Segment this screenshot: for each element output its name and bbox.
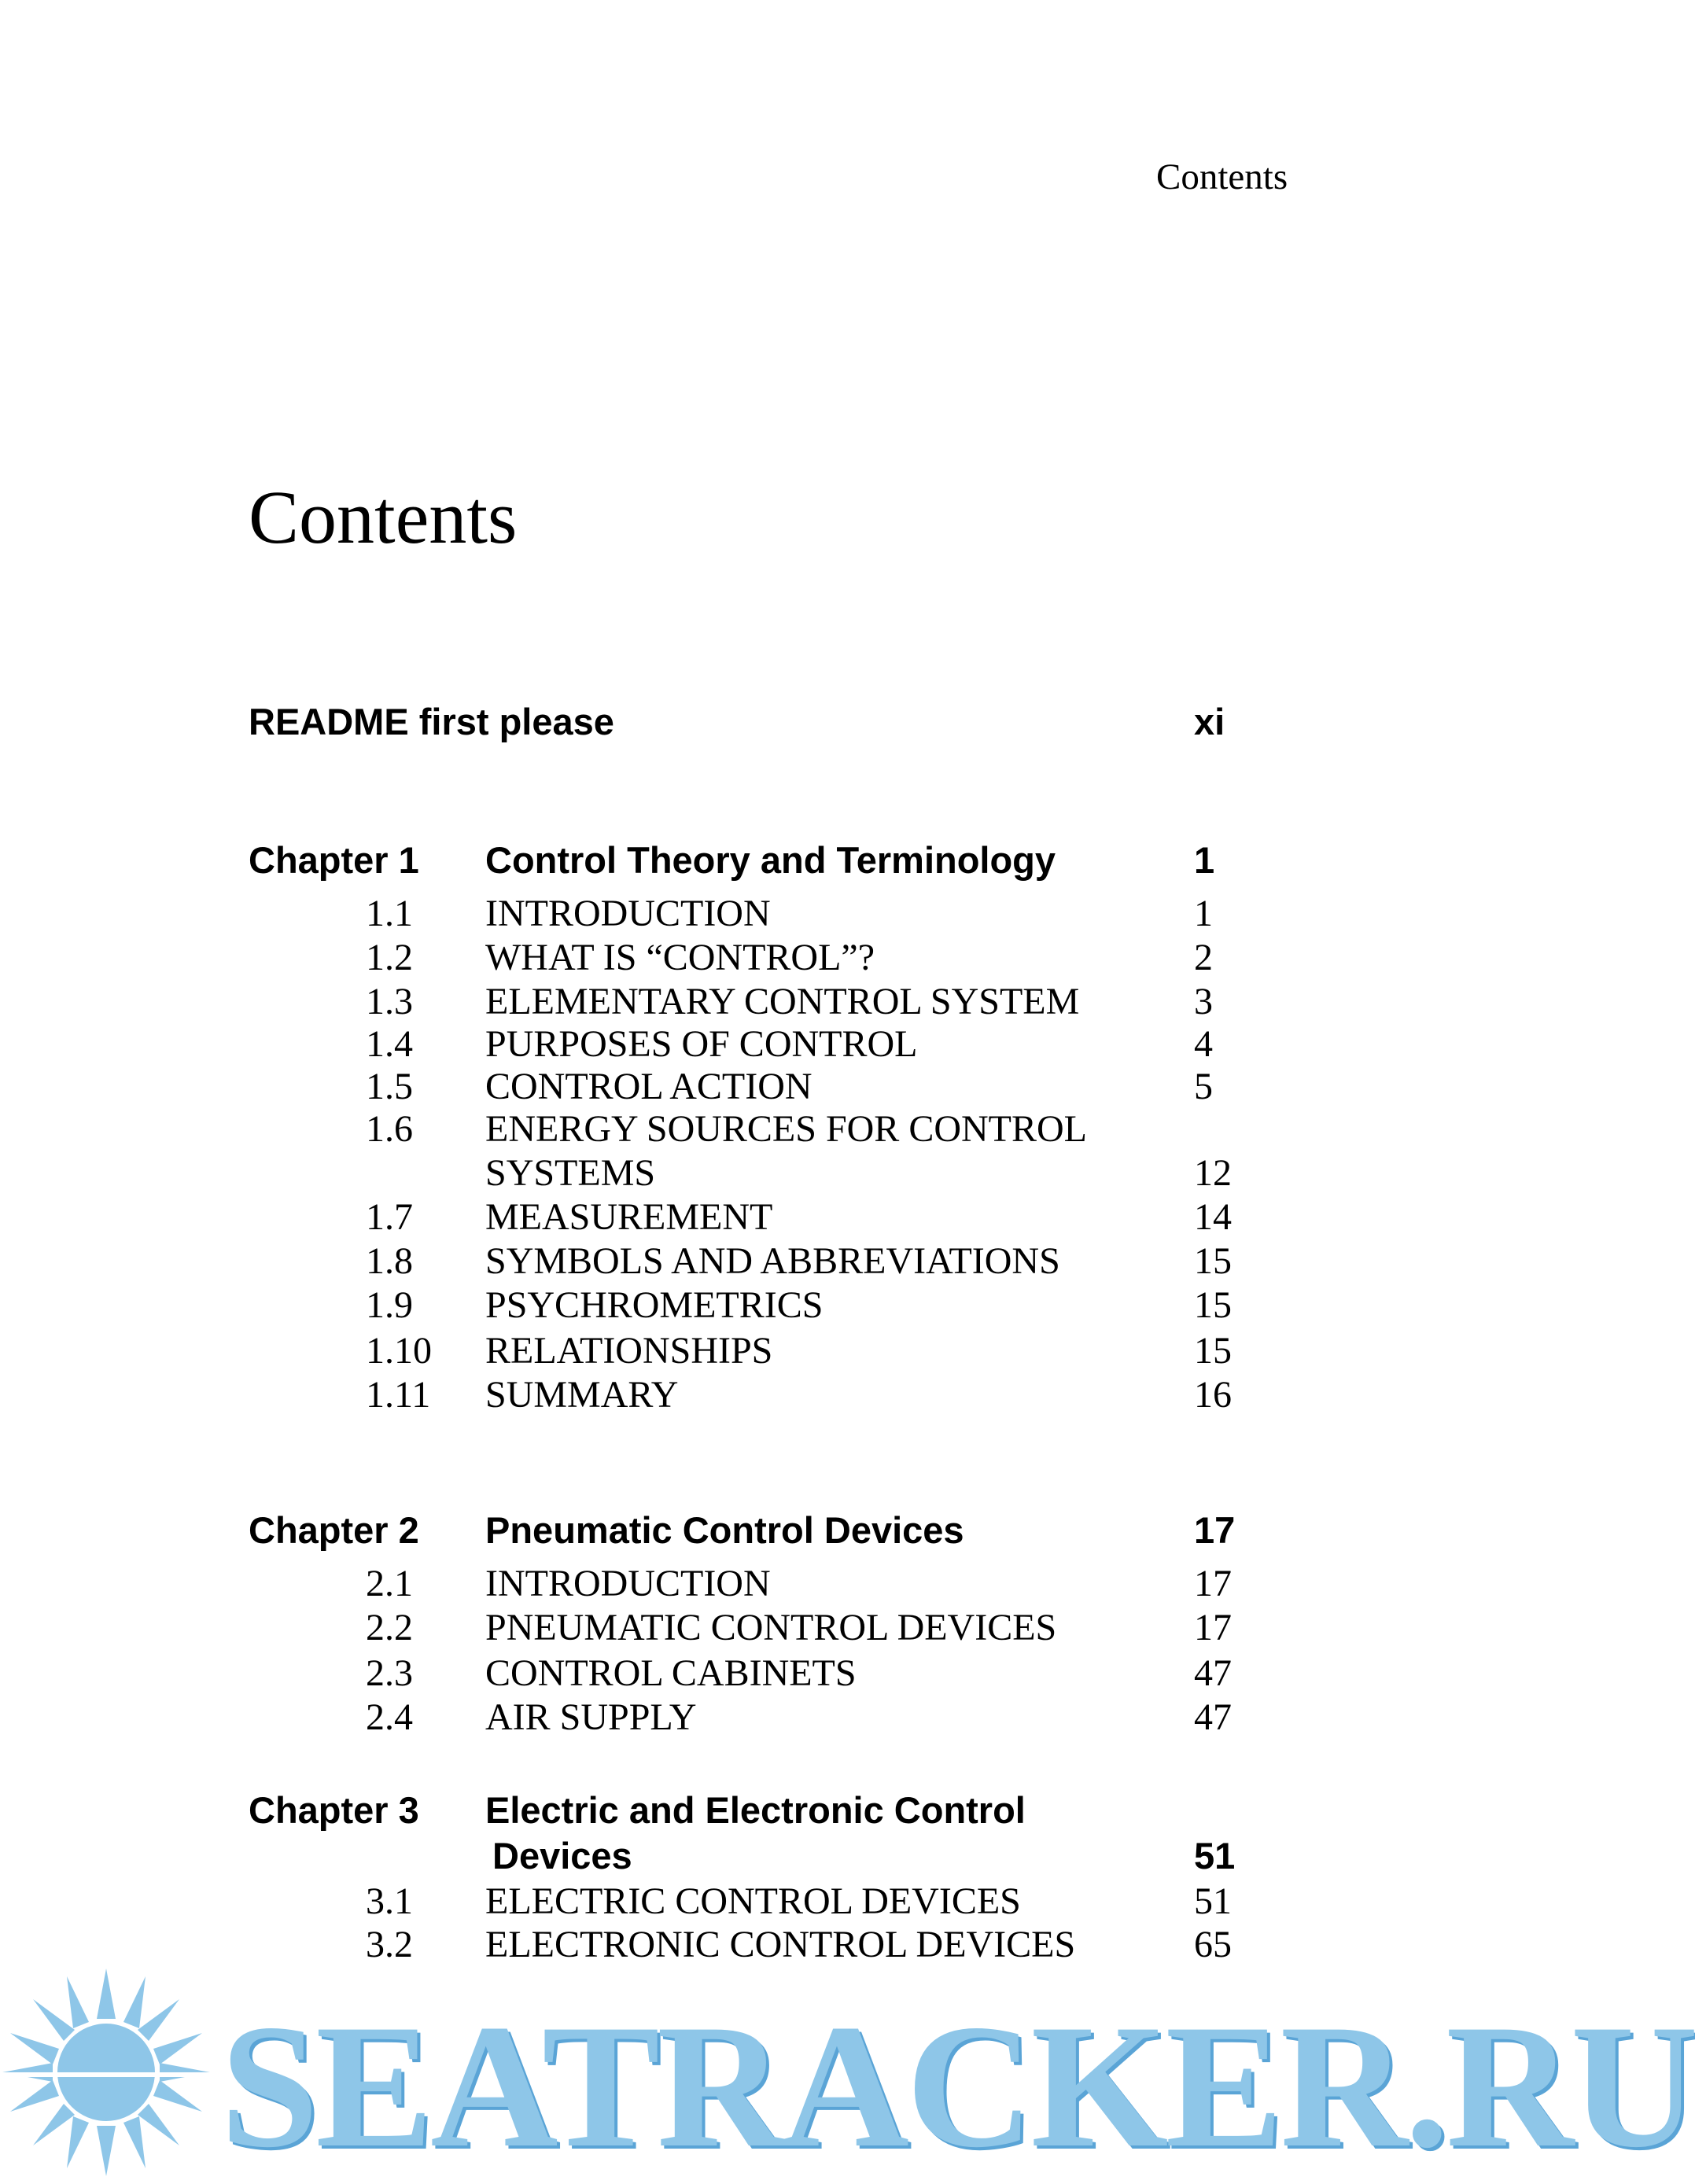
section-page: 17	[1194, 1563, 1232, 1604]
section-title: PNEUMATIC CONTROL DEVICES	[485, 1607, 1057, 1648]
chapter-label: Chapter 2	[249, 1509, 419, 1551]
section-title: MEASUREMENT	[485, 1196, 773, 1238]
chapter-page: 1	[1194, 839, 1215, 881]
section-title: WHAT IS “CONTROL”?	[485, 937, 875, 978]
section-number: 1.9	[366, 1284, 413, 1326]
section-title: PSYCHROMETRICS	[485, 1284, 824, 1326]
section-title-continuation: SYSTEMS	[485, 1152, 656, 1194]
toc-section-row[interactable]	[0, 1329, 1446, 1376]
toc-readme-row[interactable]	[0, 700, 1446, 747]
section-title: ELEMENTARY CONTROL SYSTEM	[485, 981, 1080, 1022]
toc-chapter-3-row-continuation[interactable]	[0, 1834, 1446, 1881]
section-number: 2.3	[366, 1652, 413, 1694]
section-page: 15	[1194, 1240, 1232, 1282]
toc-section-row[interactable]	[0, 1107, 1446, 1155]
toc-readme-label: README first please	[249, 701, 614, 742]
section-number: 1.11	[366, 1374, 431, 1416]
section-title: CONTROL ACTION	[485, 1066, 812, 1107]
section-title: INTRODUCTION	[485, 893, 771, 934]
section-title: RELATIONSHIPS	[485, 1330, 773, 1372]
section-number: 1.3	[366, 981, 413, 1022]
toc-readme-page: xi	[1194, 701, 1225, 742]
section-number: 1.8	[366, 1240, 413, 1282]
chapter-title-continuation: Devices	[492, 1835, 632, 1876]
section-title: ELECTRONIC CONTROL DEVICES	[485, 1924, 1076, 1965]
section-number: 3.2	[366, 1924, 413, 1965]
toc-chapter-1-row[interactable]	[0, 838, 1446, 886]
watermark-banner	[0, 1962, 1695, 2184]
section-number: 2.2	[366, 1607, 413, 1648]
section-page: 51	[1194, 1880, 1232, 1922]
section-page: 16	[1194, 1374, 1232, 1416]
toc-section-row[interactable]	[0, 1373, 1446, 1420]
section-number: 1.4	[366, 1023, 413, 1065]
section-page: 2	[1194, 937, 1213, 978]
section-page: 14	[1194, 1196, 1232, 1238]
section-number: 2.1	[366, 1563, 413, 1604]
section-page: 1	[1194, 893, 1213, 934]
section-number: 1.2	[366, 937, 413, 978]
chapter-page: 17	[1194, 1509, 1236, 1551]
toc-section-row[interactable]	[0, 1562, 1446, 1609]
toc-section-row[interactable]	[0, 892, 1446, 939]
section-title: INTRODUCTION	[485, 1563, 771, 1604]
section-number: 1.10	[366, 1330, 432, 1372]
section-page: 4	[1194, 1023, 1213, 1065]
chapter-title: Pneumatic Control Devices	[485, 1509, 964, 1551]
section-page: 5	[1194, 1066, 1213, 1107]
toc-section-row[interactable]	[0, 1606, 1446, 1653]
section-number: 1.7	[366, 1196, 413, 1238]
toc-chapter-3-row[interactable]	[0, 1788, 1446, 1836]
section-title: AIR SUPPLY	[485, 1696, 697, 1738]
sun-icon	[0, 1962, 212, 2175]
section-page: 65	[1194, 1924, 1232, 1965]
toc-section-row[interactable]	[0, 1880, 1446, 1927]
section-number: 1.5	[366, 1066, 413, 1107]
section-number: 1.1	[366, 893, 413, 934]
chapter-title: Electric and Electronic Control	[485, 1789, 1026, 1831]
toc-section-row[interactable]	[0, 1696, 1446, 1743]
toc-section-row[interactable]	[0, 980, 1446, 1027]
section-title: CONTROL CABINETS	[485, 1652, 857, 1694]
section-page: 15	[1194, 1330, 1232, 1372]
section-title: ENERGY SOURCES FOR CONTROL	[485, 1108, 1087, 1150]
toc-section-row[interactable]	[0, 1195, 1446, 1243]
toc-section-row[interactable]	[0, 1065, 1446, 1112]
section-number: 2.4	[366, 1696, 413, 1738]
section-title: SYMBOLS AND ABBREVIATIONS	[485, 1240, 1060, 1282]
section-page: 17	[1194, 1607, 1232, 1648]
chapter-label: Chapter 3	[249, 1789, 419, 1831]
section-title: ELECTRIC CONTROL DEVICES	[485, 1880, 1021, 1922]
toc-section-row[interactable]	[0, 936, 1446, 983]
running-head: Contents	[1156, 157, 1288, 197]
toc-section-row[interactable]	[0, 1022, 1446, 1070]
section-page: 12	[1194, 1152, 1232, 1194]
section-page: 15	[1194, 1284, 1232, 1326]
section-title: PURPOSES OF CONTROL	[485, 1023, 918, 1065]
chapter-page: 51	[1194, 1835, 1236, 1876]
toc-chapter-2-row[interactable]	[0, 1508, 1446, 1556]
page-title: Contents	[249, 475, 518, 559]
section-page: 47	[1194, 1696, 1232, 1738]
section-page: 3	[1194, 981, 1213, 1022]
watermark-text: SEATRACKER.RU	[220, 1987, 1695, 2184]
section-title: SUMMARY	[485, 1374, 679, 1416]
section-number: 3.1	[366, 1880, 413, 1922]
chapter-title: Control Theory and Terminology	[485, 839, 1056, 881]
toc-section-row[interactable]	[0, 1284, 1446, 1331]
section-page: 47	[1194, 1652, 1232, 1694]
chapter-label: Chapter 1	[249, 839, 419, 881]
toc-section-row[interactable]	[0, 1239, 1446, 1287]
toc-section-row[interactable]	[0, 1652, 1446, 1699]
section-number: 1.6	[366, 1108, 413, 1150]
toc-section-row-continuation[interactable]	[0, 1151, 1446, 1199]
